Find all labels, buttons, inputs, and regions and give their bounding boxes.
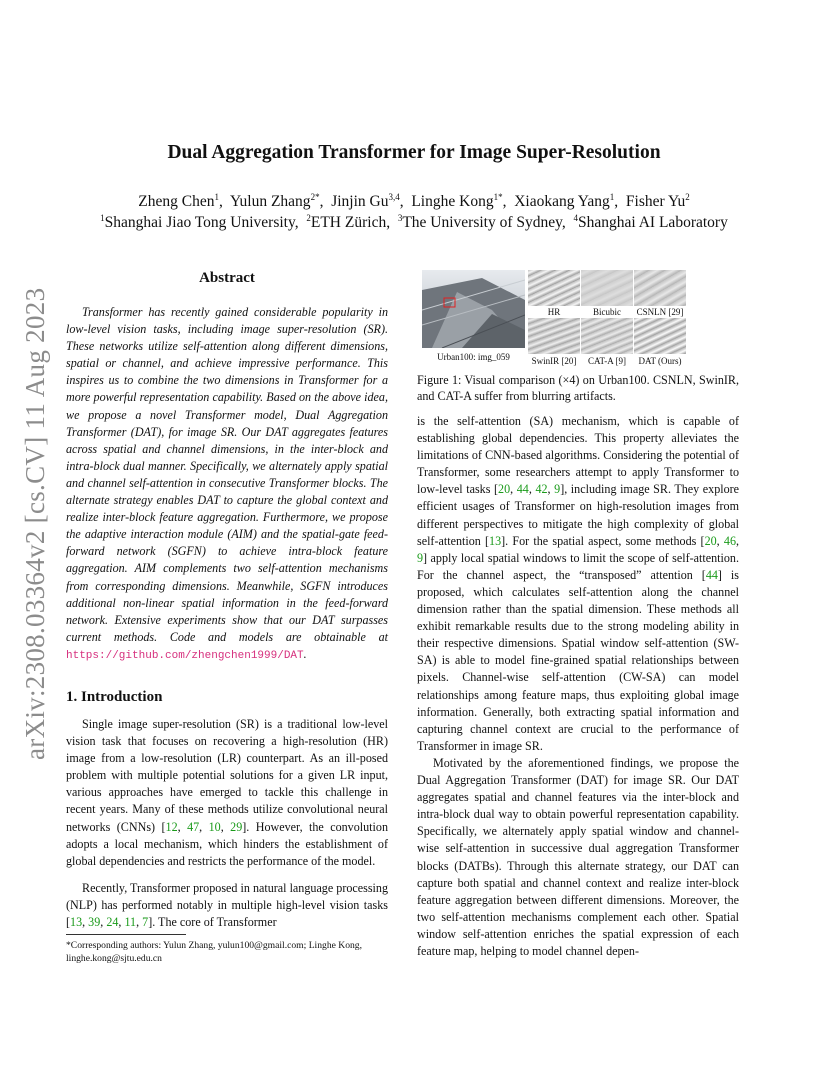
author: Linghe Kong (411, 193, 494, 211)
citation-link[interactable]: 24 (106, 915, 119, 930)
citation-link[interactable]: 42 (535, 482, 548, 497)
affiliation: The University of Sydney (402, 214, 562, 232)
author: Zheng Chen (138, 193, 215, 211)
author: Yulun Zhang (230, 193, 311, 211)
patch-dat (634, 318, 686, 354)
author-sup: 1* (493, 192, 503, 202)
figure-main-label: Urban100: img_059 (437, 352, 510, 362)
patch-hr (528, 270, 580, 306)
body-text: ]. For the spatial aspect, some methods [ (501, 533, 705, 548)
paper-title: Dual Aggregation Transformer for Image Super-Resolution (167, 142, 661, 163)
arxiv-identifier: arXiv:2308.03364v2 [cs.CV] 11 Aug 2023 (20, 287, 50, 760)
author-sup: 1 (214, 192, 219, 202)
intro-text: Single image super-resolution (SR) is a traditional low-level vision task that focuses on recovering a high-resolution (HR) image from a low-resolution (LR) counterpart. As an ill-posed problem with multiple potential solutions for a given LR input, various approaches have emerged to tackle this challenge in recent years. Many of these methods utilize convolutional neural networks (CNNs) [ (66, 717, 388, 834)
citation-link[interactable]: 44 (516, 482, 529, 497)
body-text: is the self-attention (SA) mechanism, which is capable of establishing global dependencies. This property alleviates the limitations of CNN-based algorithms. Considering the potential of Transformer, some researchers attempt to apply Transformer to low-level tasks [ (417, 414, 739, 497)
affiliation: Shanghai AI Laboratory (578, 214, 728, 232)
intro-paragraph-2: Recently, Transformer proposed in natural language processing (NLP) has performed notably in multiple high-level vision tasks [13, 39, 24, 11, 7]. The core of Transformer (66, 881, 388, 930)
author-sup: 1 (609, 192, 615, 202)
abstract-end: . (303, 646, 307, 661)
abstract-heading: Abstract (199, 270, 255, 286)
patch-swinir (528, 318, 580, 354)
patch-label: CSNLN [29] (636, 307, 684, 317)
body-text: ], including image SR. They explore efficient usages of Transformer on high-resolution images from different perspectives to mitigate the high complexity of global self-attention [ (417, 482, 740, 548)
citation-link[interactable]: 9 (554, 482, 561, 497)
author: Fisher Yu (625, 193, 686, 211)
citation-link[interactable]: 13 (70, 915, 83, 930)
footnote-rule (66, 934, 186, 935)
patch-label: CAT-A [9] (588, 356, 626, 366)
abstract-body (66, 304, 388, 665)
citation-link[interactable]: 46 (723, 533, 736, 548)
citation-link[interactable]: 12 (165, 819, 178, 834)
right-paragraph-2: Motivated by the aforementioned findings, we propose the Dual Aggregation Transformer (DAT) for image SR. Our DAT aggregates spatial and channel features via the inter-block and intra-block dual way to obtain powerful representation capability. Specifically, we alternately apply spatial window and channel-wise self-attention in successive dual aggregation Transformer blocks (DATBs). Through this alternate strategy, our DAT can capture both spatial and channel context and realize inter-block feature aggregation between different dimensions. Moreover, the two self-attention mechanisms complement each other. Spatial window self-attention enriches the spatial expression of each feature map, helping to model channel depen- (417, 756, 739, 959)
body-text: ] is proposed, which calculates self-attention along the channel dimension rather than the spatial dimension. These methods all exhibit remarkable results due to the strong modeling ability in their respective dimensions. Spatial window self-attention (SW-SA) is able to model fine-grained spatial relationships between pixels. Channel-wise self-attention (CW-SA) can model relationships among feature maps, thus exploiting global image information. Generally, both extracting spatial information and capturing channel context are crucial to the performance of Transformer in image SR. (417, 567, 739, 753)
author-sup: 2* (310, 192, 320, 202)
code-link[interactable]: https://github.com/zhengchen1999/DAT (66, 649, 304, 662)
citation-link[interactable]: 39 (88, 915, 101, 930)
section-heading-introduction: 1. Introduction (66, 689, 163, 705)
citation-link[interactable]: 29 (230, 819, 243, 834)
affil-sup: 3 (397, 213, 403, 223)
right-paragraph-1: is the self-attention (SA) mechanism, which is capable of establishing global dependencies. This property alleviates the limitations of CNN-based algorithms. Considering the potential of Transformer, some researchers attempt to apply Transformer to low-level tasks [20, 44, 42, 9], including image SR. They explore efficient usages of Transformer on high-resolution images from different perspectives to mitigate the high complexity of global self-attention [13]. For the spatial aspect, some methods [20, 46, 9] apply local spatial windows to limit the scope of self-attention. For the channel aspect, the “transposed” attention [44] is proposed, which calculates self-attention along the channel dimension rather than the spatial dimension. These methods all exhibit remarkable results due to the strong modeling ability in their respective dimensions. Spatial window self-attention (SW-SA) is able to model fine-grained spatial relationships between pixels. Channel-wise self-attention (CW-SA) can model relationships among feature maps, thus exploiting global image information. Generally, both extracting spatial information and capturing channel context are crucial to the performance of Transformer in image SR. (417, 414, 740, 753)
author: Xiaokang Yang (514, 193, 610, 211)
patch-csnln (634, 270, 686, 306)
patch-bicubic (581, 270, 633, 306)
abstract-text: Transformer has recently gained considerable popularity in low-level vision tasks, including image super-resolution (SR). These networks utilize self-attention along different dimensions, spatial or channel, and achieve impressive performance. This inspires us to combine the two dimensions in Transformer for a more powerful representation capability. Based on the above idea, we propose a novel Transformer model, Dual Aggregation Transformer (DAT), for image SR. Our DAT aggregates features across spatial and channel dimensions, in the inter-block and intra-block dual manner. Specifically, we alternately apply spatial and channel self-attention in consecutive Transformer blocks. The alternate strategy enables DAT to capture the global context and realize inter-block feature aggregation. Furthermore, we propose the adaptive interaction module (AIM) and the spatial-gate feed-forward network (SGFN) to achieve intra-block feature aggregation. AIM complements two self-attention mechanisms from corresponding dimensions. Meanwhile, SGFN introduces additional non-linear spatial information in the feed-forward network. Extensive experiments show that our DAT surpasses current methods. Code and models are obtainable at (66, 305, 388, 644)
affil-sup: 2 (306, 213, 311, 223)
author-sup: 2 (685, 192, 690, 202)
citation-link[interactable]: 7 (142, 915, 149, 930)
body-text: ] apply local spatial windows to limit the scope of self-attention. For the channel aspect, the “transposed” attention [ (417, 550, 739, 582)
intro-text: Recently, Transformer proposed in natural language processing (NLP) has performed notably in multiple high-level vision tasks [ (66, 881, 388, 930)
figure-main-image (422, 270, 525, 348)
affiliation: Shanghai Jiao Tong University (104, 214, 295, 232)
intro-text: ]. However, the convolution adopts a local mechanism, which hinders the establishment of global dependencies and restricts the performance of the model. (66, 819, 388, 868)
figure-1 (422, 270, 740, 370)
affil-sup: 1 (100, 213, 105, 223)
affiliation-list: $^1$Shanghai Jiao Tong University, $^2$ETH Zürich, $^3$The University of Sydney, $^4$Shanghai AI Laboratory (100, 213, 728, 232)
citation-link[interactable]: 9 (417, 550, 424, 565)
patch-label: HR (547, 307, 561, 317)
affil-sup: 4 (573, 213, 579, 223)
citation-link[interactable]: 10 (208, 819, 221, 834)
patch-cat-a (581, 318, 633, 354)
figure-caption: Figure 1: Visual comparison (×4) on Urban100. CSNLN, SwinIR, and CAT-A suffer from blurring artifacts. (417, 373, 739, 403)
author: Jinjin Gu (331, 193, 389, 211)
citation-link[interactable]: 13 (489, 533, 502, 548)
footnote: *Corresponding authors: Yulun Zhang, yulun100@gmail.com; Linghe Kong, linghe.kong@sjtu.edu.cn (66, 940, 362, 964)
citation-link[interactable]: 20 (704, 533, 717, 548)
affiliation: ETH Zürich (310, 214, 387, 232)
citation-link[interactable]: 11 (124, 915, 137, 930)
patch-label: DAT (Ours) (638, 356, 682, 366)
citation-link[interactable]: 47 (187, 819, 200, 834)
citation-link[interactable]: 20 (498, 482, 511, 497)
citation-link[interactable]: 44 (705, 567, 718, 582)
author-sup: 3,4 (388, 192, 400, 202)
patch-label: Bicubic (593, 307, 621, 317)
patch-label: SwinIR [20] (531, 356, 577, 366)
intro-text: ]. The core of Transformer (148, 915, 277, 930)
author-list: Zheng Chen$^1$, Yulun Zhang$^{2*}$, Jinjin Gu$^{3,4}$, Linghe Kong$^{1*}$, Xiaokang Yang$^1$, Fisher Yu$^2$ (138, 192, 690, 211)
intro-paragraph-1: Single image super-resolution (SR) is a traditional low-level vision task that focuses on recovering a high-resolution (HR) image from a low-resolution (LR) counterpart. As an ill-posed problem with multiple potential solutions for a given LR input, various approaches have emerged to tackle this challenge in recent years. Many of these methods utilize convolutional neural networks (CNNs) [12, 47, 10, 29]. However, the convolution adopts a local mechanism, which hinders the establishment of global dependencies and restricts the performance of the model. (66, 717, 388, 868)
building-image (422, 270, 525, 348)
